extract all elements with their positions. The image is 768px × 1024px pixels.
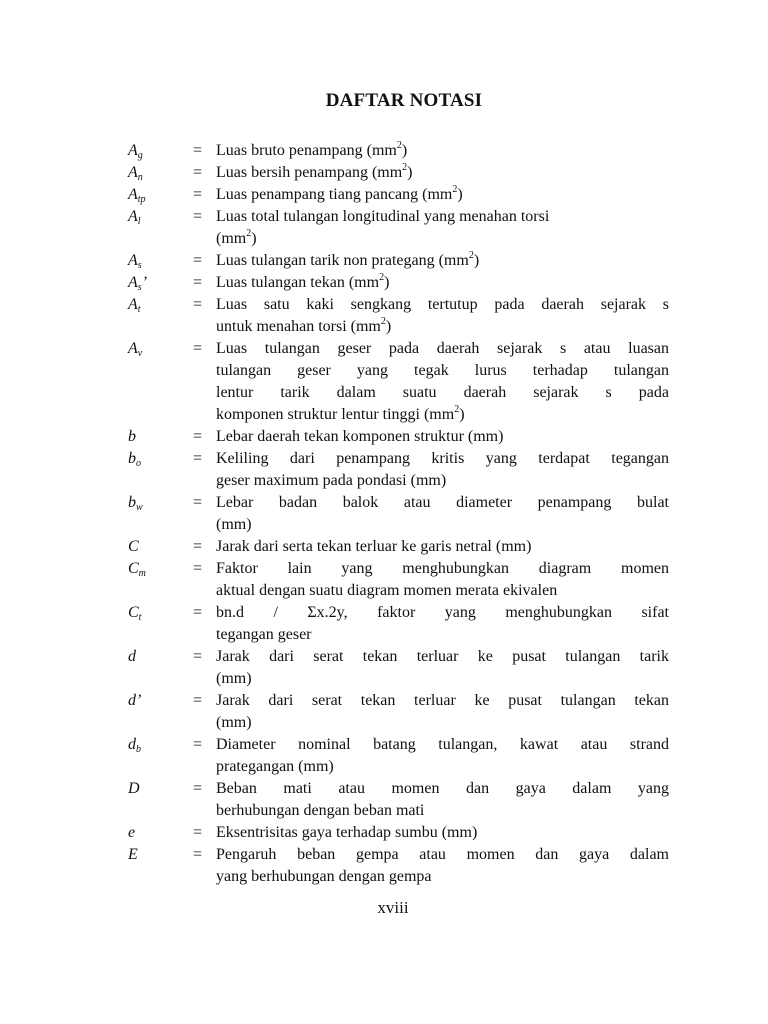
symbol-base: b (128, 428, 136, 445)
equals-sign: = (193, 142, 203, 159)
description-text: Diameter nominal batang tulangan, kawat atau strand (216, 736, 669, 753)
notation-entry (128, 690, 669, 734)
page-title: DAFTAR NOTASI (325, 90, 483, 111)
description-line (216, 404, 669, 426)
symbol-subscript: g (137, 150, 143, 161)
notation-symbol (128, 206, 193, 250)
description-line (216, 448, 669, 470)
description-line (216, 426, 669, 448)
symbol-subscript: o (136, 458, 141, 469)
description-line (216, 294, 669, 316)
description-text: aktual dengan suatu diagram momen merata ekivalen (216, 582, 558, 599)
equals-sign: = (193, 450, 203, 467)
notation-symbol (128, 822, 193, 844)
notation-symbol (128, 162, 193, 184)
notation-symbol (128, 294, 193, 338)
symbol-base: A (128, 340, 138, 357)
equals-sign: = (193, 780, 203, 797)
symbol-base: d (128, 692, 136, 709)
notation-symbol (128, 338, 193, 426)
description-text: Luas tulangan tekan (mm (216, 274, 380, 291)
equals-sign: = (193, 164, 203, 181)
notation-description (216, 602, 669, 646)
symbol-base: d (128, 736, 136, 753)
symbol-base: D (128, 780, 140, 797)
description-line (216, 734, 669, 756)
notation-symbol (128, 448, 193, 492)
symbol-base: e (128, 824, 136, 841)
notation-symbol (128, 250, 193, 272)
closing-paren: ) (473, 252, 480, 269)
notation-symbol (128, 140, 193, 162)
symbol-subscript: b (136, 744, 141, 755)
symbol-base: A (128, 186, 138, 203)
description-line (216, 580, 669, 602)
description-text: berhubungan dengan beban mati (216, 802, 425, 819)
unit-exponent: 2 (246, 228, 252, 239)
description-text: (mm) (216, 714, 252, 731)
symbol-prime: ’ (141, 274, 148, 291)
description-line (216, 536, 669, 558)
equals-sign: = (193, 494, 203, 511)
notation-entry (128, 734, 669, 778)
description-line (216, 140, 669, 162)
description-text: Luas bruto penampang (mm (216, 142, 397, 159)
notation-symbol (128, 272, 193, 294)
notation-entry (128, 558, 669, 602)
notation-symbol (128, 734, 193, 778)
symbol-base: A (128, 296, 138, 313)
equals-sign: = (193, 846, 203, 863)
description-text: Lebar badan balok atau diameter penampang bulat (216, 494, 669, 511)
description-text: yang berhubungan dengan gempa (216, 868, 432, 885)
symbol-base: A (128, 274, 138, 291)
symbol-subscript: w (136, 502, 143, 513)
description-text: prategangan (mm) (216, 758, 334, 775)
notation-entry (128, 206, 669, 250)
equals-sign: = (193, 428, 203, 445)
notation-entry (128, 448, 669, 492)
equals-sign: = (193, 604, 203, 621)
unit-exponent: 2 (396, 140, 402, 151)
notation-entry (128, 338, 669, 426)
page-number: xviii (377, 898, 409, 917)
equals-sign: = (193, 186, 203, 203)
symbol-base: b (128, 450, 136, 467)
description-text: Pengaruh beban gempa atau momen dan gaya dalam (216, 846, 669, 863)
notation-description (216, 778, 669, 822)
description-text: Beban mati atau momen dan gaya dalam yang (216, 780, 669, 797)
equals-sign: = (193, 208, 203, 225)
notation-entry (128, 646, 669, 690)
description-line (216, 206, 669, 228)
notation-entry (128, 536, 669, 558)
description-line (216, 844, 669, 866)
notation-description (216, 250, 669, 272)
equals-sign: = (193, 252, 203, 269)
symbol-base: C (128, 560, 139, 577)
description-line (216, 272, 669, 294)
description-text: Eksentrisitas gaya terhadap sumbu (mm) (216, 824, 478, 841)
description-text: komponen struktur lentur tinggi (mm (216, 406, 455, 423)
symbol-base: A (128, 252, 138, 269)
description-line (216, 778, 669, 800)
equals-sign: = (193, 736, 203, 753)
unit-exponent: 2 (379, 272, 385, 283)
description-text: tulangan geser yang tegak lurus terhadap tulangan (216, 362, 669, 379)
symbol-base: A (128, 142, 138, 159)
description-line (216, 250, 669, 272)
notation-symbol (128, 778, 193, 822)
notation-symbol (128, 558, 193, 602)
description-line (216, 558, 669, 580)
symbol-subscript: tp (137, 194, 146, 205)
symbol-base: b (128, 494, 136, 511)
symbol-subscript: l (137, 216, 141, 227)
symbol-base: C (128, 604, 139, 621)
description-text: Keliling dari penampang kritis yang terdapat tegangan (216, 450, 669, 467)
equals-sign: = (193, 340, 203, 357)
closing-paren: ) (407, 164, 413, 181)
notation-description (216, 844, 669, 888)
equals-sign: = (193, 538, 203, 555)
notation-description (216, 206, 669, 250)
notation-symbol (128, 184, 193, 206)
notation-description (216, 536, 669, 558)
notation-symbol (128, 690, 193, 734)
description-line (216, 690, 669, 712)
symbol-base: d (128, 648, 136, 665)
description-text: Luas tulangan tarik non prategang (mm (216, 252, 469, 269)
description-text: Luas tulangan geser pada daerah sejarak s atau luasan (216, 340, 669, 357)
symbol-base: C (128, 538, 139, 555)
notation-description (216, 140, 669, 162)
notation-entry (128, 602, 669, 646)
description-text: tegangan geser (216, 626, 312, 643)
notation-entry (128, 272, 669, 294)
equals-sign: = (193, 274, 203, 291)
symbol-base: A (128, 208, 138, 225)
notation-description (216, 272, 669, 294)
notation-entry (128, 492, 669, 536)
symbol-subscript: v (137, 348, 143, 359)
unit-exponent: 2 (402, 162, 408, 173)
symbol-subscript: n (137, 172, 143, 183)
description-line (216, 800, 669, 822)
symbol-subscript: t (137, 304, 141, 315)
description-line (216, 228, 669, 250)
symbol-subscript: s (137, 282, 142, 293)
equals-sign: = (193, 824, 203, 841)
notation-description (216, 448, 669, 492)
notation-list (128, 140, 669, 888)
description-line (216, 162, 669, 184)
unit-exponent: 2 (454, 404, 460, 415)
description-line (216, 360, 669, 382)
notation-entry (128, 426, 669, 448)
equals-sign: = (193, 560, 203, 577)
equals-sign: = (193, 648, 203, 665)
notation-entry (128, 184, 669, 206)
notation-description (216, 294, 669, 338)
unit-exponent: 2 (380, 316, 386, 327)
description-line (216, 866, 669, 888)
description-line (216, 338, 669, 360)
closing-paren: ) (385, 318, 392, 335)
unit-exponent: 2 (468, 250, 474, 261)
description-text: (mm (216, 230, 247, 247)
description-line (216, 514, 669, 536)
notation-entry (128, 822, 669, 844)
notation-description (216, 690, 669, 734)
notation-description (216, 646, 669, 690)
description-line (216, 382, 669, 404)
description-line (216, 184, 669, 206)
notation-entry (128, 844, 669, 888)
description-line (216, 756, 669, 778)
description-text: Jarak dari serat tekan terluar ke pusat tulangan tarik (216, 648, 669, 665)
notation-description (216, 822, 669, 844)
description-line (216, 602, 669, 624)
symbol-subscript: m (138, 568, 146, 579)
notation-symbol (128, 426, 193, 448)
description-text: Luas satu kaki sengkang tertutup pada daerah sejarak s (216, 296, 669, 313)
description-line (216, 712, 669, 734)
notation-entry (128, 294, 669, 338)
closing-paren: ) (401, 142, 408, 159)
description-line (216, 316, 669, 338)
description-line (216, 492, 669, 514)
description-text: untuk menahan torsi (mm (216, 318, 381, 335)
notation-description (216, 162, 669, 184)
symbol-subscript: s (137, 260, 142, 271)
unit-exponent: 2 (452, 184, 458, 195)
notation-description (216, 426, 669, 448)
description-text: Faktor lain yang menghubungkan diagram momen (216, 560, 669, 577)
description-text: Luas bersih penampang (mm (216, 164, 403, 181)
notation-symbol (128, 492, 193, 536)
description-text: Jarak dari serat tekan terluar ke pusat tulangan tekan (216, 692, 669, 709)
description-text: geser maximum pada pondasi (mm) (216, 472, 447, 489)
notation-symbol (128, 646, 193, 690)
description-text: (mm) (216, 670, 252, 687)
equals-sign: = (193, 296, 203, 313)
notation-description (216, 734, 669, 778)
symbol-base: A (128, 164, 138, 181)
description-line (216, 646, 669, 668)
notation-entry (128, 140, 669, 162)
notation-symbol (128, 844, 193, 888)
description-text: Jarak dari serta tekan terluar ke garis netral (mm) (216, 538, 532, 555)
notation-symbol (128, 602, 193, 646)
description-line (216, 668, 669, 690)
description-text: Luas penampang tiang pancang (mm (216, 186, 453, 203)
symbol-base: E (128, 846, 138, 863)
description-text: Luas total tulangan longitudinal yang menahan torsi (216, 208, 550, 225)
description-text: bn.d / Σx.2y, faktor yang menghubungkan sifat (216, 604, 669, 621)
notation-entry (128, 778, 669, 822)
notation-entry (128, 162, 669, 184)
description-line (216, 822, 669, 844)
description-text: Lebar daerah tekan komponen struktur (mm) (216, 428, 504, 445)
description-text: lentur tarik dalam suatu daerah sejarak s pada (216, 384, 669, 401)
notation-entry (128, 250, 669, 272)
notation-description (216, 558, 669, 602)
symbol-subscript: t (138, 612, 142, 623)
notation-description (216, 338, 669, 426)
closing-paren: ) (457, 186, 463, 203)
description-text: (mm) (216, 516, 252, 533)
notation-description (216, 184, 669, 206)
description-line (216, 470, 669, 492)
closing-paren: ) (251, 230, 257, 247)
symbol-prime: ’ (136, 692, 142, 709)
closing-paren: ) (384, 274, 390, 291)
equals-sign: = (193, 692, 203, 709)
notation-symbol (128, 536, 193, 558)
notation-description (216, 492, 669, 536)
description-line (216, 624, 669, 646)
closing-paren: ) (459, 406, 465, 423)
